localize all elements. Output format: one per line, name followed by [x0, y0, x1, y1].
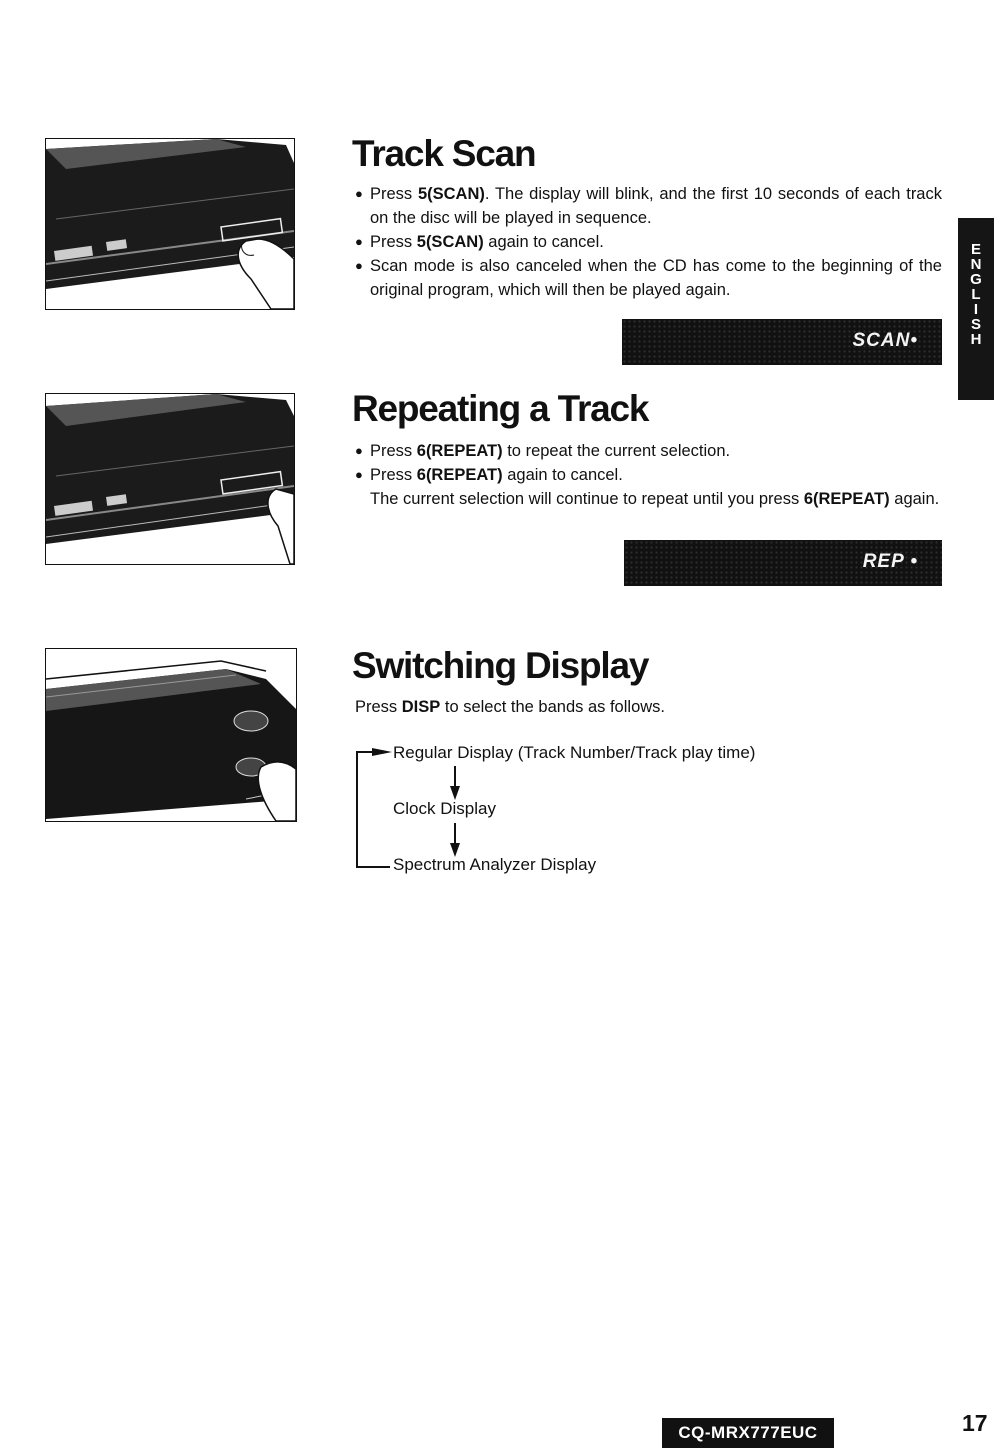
instruction-text: to repeat the current selection. — [502, 442, 731, 460]
instruction-text: again. — [889, 490, 940, 508]
arrow-right-icon — [372, 745, 392, 759]
list-item — [354, 463, 942, 487]
repeat-instructions — [354, 439, 942, 511]
model-number-badge: CQ-MRX777EUC — [662, 1418, 834, 1448]
bullet-icon: ● — [355, 443, 363, 458]
side-tab-letter: I — [973, 301, 979, 318]
repeating-track-title: Repeating a Track — [352, 388, 649, 429]
bullet-icon: ● — [355, 186, 363, 201]
key-label: 6(REPEAT) — [416, 466, 503, 484]
language-side-tab — [958, 218, 994, 400]
side-tab-letter: N — [970, 256, 982, 273]
key-label: 5(SCAN) — [417, 185, 485, 203]
list-item — [354, 230, 942, 254]
instruction-text: The current selection will continue to repeat until you press — [370, 490, 804, 508]
arrow-down-icon — [449, 766, 461, 800]
instruction-text: Press — [370, 233, 417, 251]
key-label: DISP — [401, 698, 441, 716]
repeat-note — [354, 487, 942, 511]
disp-button-illustration — [45, 648, 297, 822]
rep-display-indicator — [624, 540, 942, 586]
side-tab-letter: G — [970, 271, 982, 288]
instruction-text: Scan mode is also canceled when the CD has come to the beginning of the original program, which will then be played again. — [370, 257, 942, 299]
key-label: 6(REPEAT) — [803, 490, 890, 508]
arrow-down-icon — [449, 823, 461, 857]
flow-loop-line — [356, 866, 390, 868]
flow-step-clock: Clock Display — [393, 799, 496, 818]
instruction-text: again to cancel. — [483, 233, 604, 251]
scan-display-indicator — [622, 319, 942, 365]
instruction-text: Press — [355, 698, 402, 716]
instruction-text: Press — [370, 466, 417, 484]
bullet-icon: ● — [355, 258, 363, 273]
side-tab-letter: E — [970, 241, 981, 258]
flow-step-regular: Regular Display (Track Number/Track play time) — [393, 743, 756, 762]
instruction-text: again to cancel. — [502, 466, 623, 484]
switching-display-title: Switching Display — [352, 645, 649, 686]
flow-step-spectrum: Spectrum Analyzer Display — [393, 855, 597, 874]
key-label: 5(SCAN) — [416, 233, 484, 251]
stereo-display-icon — [46, 649, 296, 821]
stereo-faceplate-icon — [46, 394, 294, 564]
list-item — [354, 439, 942, 463]
key-label: 6(REPEAT) — [416, 442, 503, 460]
instruction-text: Press — [370, 185, 418, 203]
instruction-text: to select the bands as follows. — [440, 698, 665, 716]
stereo-faceplate-icon — [46, 139, 294, 309]
scan-indicator-text: SCAN• — [852, 330, 918, 351]
rep-indicator-text: REP • — [862, 551, 918, 572]
instruction-text: Press — [370, 442, 417, 460]
bullet-icon: ● — [355, 467, 363, 482]
instruction-text: . The display will blink, and the first 10 seconds of each track on the disc will be played in sequence. — [370, 185, 942, 227]
side-tab-letter: S — [970, 316, 981, 333]
list-item — [354, 182, 942, 230]
bullet-icon: ● — [355, 234, 363, 249]
track-scan-instructions — [354, 182, 942, 302]
track-scan-title: Track Scan — [352, 133, 536, 174]
scan-button-illustration — [45, 138, 295, 310]
list-item — [354, 254, 942, 302]
side-tab-letter: H — [970, 331, 982, 348]
switching-intro — [355, 695, 943, 719]
flow-loop-line — [356, 751, 358, 867]
page-number: 17 — [962, 1410, 988, 1436]
side-tab-letter: L — [971, 286, 981, 303]
repeat-button-illustration — [45, 393, 295, 565]
